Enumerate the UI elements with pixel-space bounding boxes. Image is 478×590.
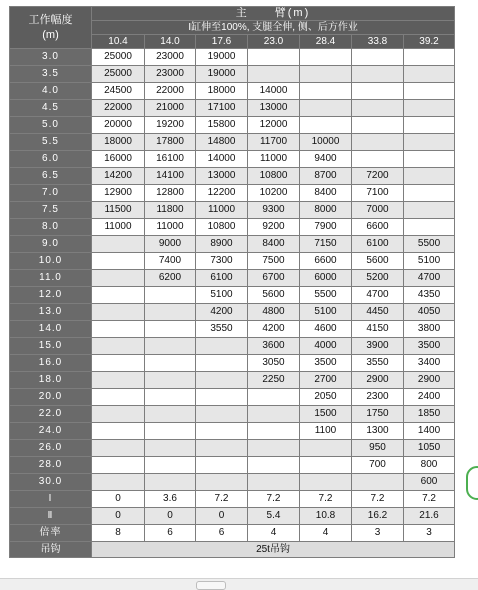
table-row <box>10 406 455 423</box>
load-cell: 2300 <box>352 389 404 406</box>
row-label: 14.0 <box>10 321 92 338</box>
boom-length-header: 39.2 <box>404 35 455 49</box>
row-label: 15.0 <box>10 338 92 355</box>
load-cell: 19200 <box>145 117 196 134</box>
load-cell: 7900 <box>300 219 352 236</box>
load-cell: 16100 <box>145 151 196 168</box>
row-label: 22.0 <box>10 406 92 423</box>
load-cell: 15800 <box>196 117 248 134</box>
load-cell: 8700 <box>300 168 352 185</box>
row-label: 11.0 <box>10 270 92 287</box>
load-cell <box>196 372 248 389</box>
load-cell: 3500 <box>300 355 352 372</box>
boom-length-header: 33.8 <box>352 35 404 49</box>
table-row <box>10 236 455 253</box>
load-cell: 11700 <box>248 134 300 151</box>
load-cell <box>352 134 404 151</box>
load-cell: 6000 <box>300 270 352 287</box>
load-cell: 9400 <box>300 151 352 168</box>
load-cell <box>352 474 404 491</box>
load-cell: 16000 <box>92 151 145 168</box>
load-cell: 4800 <box>248 304 300 321</box>
load-cell: 7200 <box>352 168 404 185</box>
load-cell <box>92 372 145 389</box>
load-cell <box>92 355 145 372</box>
row-label: 4.5 <box>10 100 92 117</box>
load-cell: 10.8 <box>300 508 352 525</box>
hook-value: 25t吊钩 <box>92 542 455 558</box>
load-cell: 5500 <box>404 236 455 253</box>
load-cell: 6100 <box>352 236 404 253</box>
load-cell <box>92 406 145 423</box>
load-cell: 14000 <box>196 151 248 168</box>
boom-length-header: 10.4 <box>92 35 145 49</box>
load-cell <box>300 440 352 457</box>
load-cell <box>92 457 145 474</box>
boom-header: 主 臂(m) <box>92 7 455 21</box>
load-cell: 8400 <box>300 185 352 202</box>
load-cell <box>300 474 352 491</box>
row-label: 3.5 <box>10 66 92 83</box>
load-cell: 3050 <box>248 355 300 372</box>
load-cell: 6 <box>145 525 196 542</box>
load-cell: 5100 <box>300 304 352 321</box>
load-cell: 25000 <box>92 66 145 83</box>
load-cell: 2900 <box>404 372 455 389</box>
load-cell: 11000 <box>145 219 196 236</box>
load-cell <box>404 83 455 100</box>
operating-condition: Ⅰ缸伸至100%, 支腿全伸, 侧、后方作业 <box>92 21 455 35</box>
load-cell: 10200 <box>248 185 300 202</box>
load-cell: 7500 <box>248 253 300 270</box>
load-cell: 11000 <box>248 151 300 168</box>
row-label: 5.0 <box>10 117 92 134</box>
load-cell: 21000 <box>145 100 196 117</box>
load-cell <box>196 389 248 406</box>
load-cell <box>300 117 352 134</box>
load-cell: 5200 <box>352 270 404 287</box>
load-cell: 10800 <box>248 168 300 185</box>
load-cell: 4200 <box>248 321 300 338</box>
load-cell: 3.6 <box>145 491 196 508</box>
table-row <box>10 66 455 83</box>
load-cell: 1100 <box>300 423 352 440</box>
row-label: 10.0 <box>10 253 92 270</box>
table-row <box>10 287 455 304</box>
load-cell <box>145 474 196 491</box>
load-cell: 17800 <box>145 134 196 151</box>
row-label: Ⅱ <box>10 508 92 525</box>
row-label: 24.0 <box>10 423 92 440</box>
load-cell <box>92 474 145 491</box>
load-cell: 9300 <box>248 202 300 219</box>
load-cell <box>248 389 300 406</box>
load-cell <box>92 338 145 355</box>
load-cell <box>248 457 300 474</box>
load-cell: 3900 <box>352 338 404 355</box>
load-cell <box>92 236 145 253</box>
load-cell <box>404 202 455 219</box>
load-cell: 8900 <box>196 236 248 253</box>
row-label: Ⅰ <box>10 491 92 508</box>
load-cell <box>145 355 196 372</box>
row-label: 7.5 <box>10 202 92 219</box>
load-cell <box>145 440 196 457</box>
load-cell: 6100 <box>196 270 248 287</box>
load-cell <box>196 406 248 423</box>
load-cell: 3600 <box>248 338 300 355</box>
load-cell: 6600 <box>352 219 404 236</box>
load-cell: 6 <box>196 525 248 542</box>
table-row <box>10 457 455 474</box>
load-cell <box>404 49 455 66</box>
load-cell <box>145 287 196 304</box>
load-cell: 23000 <box>145 49 196 66</box>
boom-length-header: 14.0 <box>145 35 196 49</box>
load-cell: 3500 <box>404 338 455 355</box>
load-cell: 8 <box>92 525 145 542</box>
load-cell <box>92 389 145 406</box>
table-row <box>10 253 455 270</box>
load-cell <box>145 406 196 423</box>
load-cell: 7.2 <box>404 491 455 508</box>
load-cell <box>352 66 404 83</box>
load-cell <box>404 134 455 151</box>
load-cell: 6200 <box>145 270 196 287</box>
load-cell <box>196 423 248 440</box>
load-cell: 5600 <box>352 253 404 270</box>
load-cell: 24500 <box>92 83 145 100</box>
load-cell <box>248 423 300 440</box>
load-cell: 7300 <box>196 253 248 270</box>
load-cell <box>92 321 145 338</box>
load-cell: 4200 <box>196 304 248 321</box>
table-row <box>10 525 455 542</box>
row-label: 8.0 <box>10 219 92 236</box>
load-cell <box>92 304 145 321</box>
load-cell: 7.2 <box>300 491 352 508</box>
load-cell <box>145 338 196 355</box>
load-cell: 4 <box>300 525 352 542</box>
load-cell: 8000 <box>300 202 352 219</box>
load-cell: 4350 <box>404 287 455 304</box>
load-cell <box>300 100 352 117</box>
load-cell <box>196 338 248 355</box>
load-cell <box>300 49 352 66</box>
load-cell <box>92 270 145 287</box>
row-label: 6.5 <box>10 168 92 185</box>
load-cell: 1300 <box>352 423 404 440</box>
radius-header: 工作幅度 (m) <box>10 7 92 49</box>
load-cell: 4 <box>248 525 300 542</box>
load-cell: 4000 <box>300 338 352 355</box>
load-cell: 4050 <box>404 304 455 321</box>
row-label: 12.0 <box>10 287 92 304</box>
load-cell: 25000 <box>92 49 145 66</box>
load-cell: 6600 <box>300 253 352 270</box>
row-label: 30.0 <box>10 474 92 491</box>
table-row <box>10 270 455 287</box>
load-cell: 7100 <box>352 185 404 202</box>
load-cell: 19000 <box>196 66 248 83</box>
row-label: 26.0 <box>10 440 92 457</box>
load-cell: 11500 <box>92 202 145 219</box>
load-cell <box>352 117 404 134</box>
row-label: 6.0 <box>10 151 92 168</box>
table-row <box>10 474 455 491</box>
load-cell: 7150 <box>300 236 352 253</box>
boom-length-header: 17.6 <box>196 35 248 49</box>
load-cell <box>300 83 352 100</box>
table-row <box>10 508 455 525</box>
load-cell <box>352 100 404 117</box>
load-cell: 7000 <box>352 202 404 219</box>
load-cell: 4700 <box>352 287 404 304</box>
row-label: 16.0 <box>10 355 92 372</box>
load-cell: 3 <box>404 525 455 542</box>
load-cell: 5100 <box>196 287 248 304</box>
load-cell: 21.6 <box>404 508 455 525</box>
load-cell <box>352 83 404 100</box>
load-cell <box>404 185 455 202</box>
load-cell: 4450 <box>352 304 404 321</box>
load-cell <box>145 304 196 321</box>
load-cell: 2250 <box>248 372 300 389</box>
load-cell: 12200 <box>196 185 248 202</box>
load-cell: 8400 <box>248 236 300 253</box>
load-cell: 12000 <box>248 117 300 134</box>
table-row <box>10 338 455 355</box>
load-cell: 3550 <box>196 321 248 338</box>
load-cell: 950 <box>352 440 404 457</box>
row-label: 倍率 <box>10 525 92 542</box>
load-cell <box>300 457 352 474</box>
load-cell <box>404 100 455 117</box>
row-label: 4.0 <box>10 83 92 100</box>
load-cell <box>92 287 145 304</box>
row-label: 3.0 <box>10 49 92 66</box>
load-cell: 2700 <box>300 372 352 389</box>
load-cell: 4150 <box>352 321 404 338</box>
load-cell: 13000 <box>196 168 248 185</box>
load-cell <box>404 219 455 236</box>
load-cell: 7.2 <box>352 491 404 508</box>
load-cell <box>248 66 300 83</box>
load-cell: 10800 <box>196 219 248 236</box>
row-label: 18.0 <box>10 372 92 389</box>
load-cell: 14100 <box>145 168 196 185</box>
load-cell: 2900 <box>352 372 404 389</box>
table-row <box>10 202 455 219</box>
load-chart-table <box>9 6 455 558</box>
boom-length-header: 28.4 <box>300 35 352 49</box>
hook-label: 吊钩 <box>10 542 92 558</box>
table-row <box>10 440 455 457</box>
load-cell <box>145 372 196 389</box>
load-cell: 5100 <box>404 253 455 270</box>
load-cell: 20000 <box>92 117 145 134</box>
load-cell: 1750 <box>352 406 404 423</box>
load-cell: 12800 <box>145 185 196 202</box>
load-cell: 1500 <box>300 406 352 423</box>
load-cell <box>92 423 145 440</box>
table-row <box>10 423 455 440</box>
load-cell: 2400 <box>404 389 455 406</box>
load-cell: 3550 <box>352 355 404 372</box>
load-cell: 0 <box>196 508 248 525</box>
load-cell <box>248 474 300 491</box>
boom-length-header: 23.0 <box>248 35 300 49</box>
load-cell: 13000 <box>248 100 300 117</box>
load-cell <box>404 168 455 185</box>
load-cell: 18000 <box>196 83 248 100</box>
load-cell: 0 <box>92 491 145 508</box>
row-label: 7.0 <box>10 185 92 202</box>
load-cell: 3400 <box>404 355 455 372</box>
load-cell: 14800 <box>196 134 248 151</box>
load-cell <box>248 440 300 457</box>
table-row <box>10 321 455 338</box>
load-cell: 1850 <box>404 406 455 423</box>
load-cell <box>145 321 196 338</box>
table-row <box>10 83 455 100</box>
load-chart-sheet <box>9 6 454 560</box>
load-cell: 4700 <box>404 270 455 287</box>
load-cell: 600 <box>404 474 455 491</box>
load-cell <box>196 355 248 372</box>
load-cell: 22000 <box>92 100 145 117</box>
load-cell: 9000 <box>145 236 196 253</box>
load-cell: 11000 <box>92 219 145 236</box>
load-cell: 0 <box>145 508 196 525</box>
load-cell: 22000 <box>145 83 196 100</box>
table-row <box>10 117 455 134</box>
table-row <box>10 372 455 389</box>
load-cell: 10000 <box>300 134 352 151</box>
load-cell <box>300 66 352 83</box>
side-float-button[interactable] <box>466 466 478 500</box>
load-cell <box>92 253 145 270</box>
load-cell <box>145 423 196 440</box>
load-cell: 11000 <box>196 202 248 219</box>
row-label: 20.0 <box>10 389 92 406</box>
table-row <box>10 151 455 168</box>
load-cell: 23000 <box>145 66 196 83</box>
table-row <box>10 304 455 321</box>
bottom-bar <box>0 578 478 590</box>
load-cell <box>404 117 455 134</box>
load-cell: 14000 <box>248 83 300 100</box>
load-cell: 5.4 <box>248 508 300 525</box>
load-cell <box>404 151 455 168</box>
row-label: 5.5 <box>10 134 92 151</box>
load-cell <box>352 49 404 66</box>
load-cell: 800 <box>404 457 455 474</box>
row-label: 9.0 <box>10 236 92 253</box>
load-cell: 17100 <box>196 100 248 117</box>
load-cell <box>196 440 248 457</box>
load-cell <box>196 457 248 474</box>
table-row <box>10 168 455 185</box>
load-cell: 7.2 <box>248 491 300 508</box>
load-cell: 9200 <box>248 219 300 236</box>
load-cell <box>196 474 248 491</box>
load-cell: 4600 <box>300 321 352 338</box>
load-cell: 0 <box>92 508 145 525</box>
load-cell <box>145 457 196 474</box>
load-cell: 14200 <box>92 168 145 185</box>
table-row <box>10 219 455 236</box>
load-cell <box>248 406 300 423</box>
load-cell <box>92 440 145 457</box>
load-cell <box>352 151 404 168</box>
load-cell: 5600 <box>248 287 300 304</box>
load-cell: 5500 <box>300 287 352 304</box>
load-cell: 3 <box>352 525 404 542</box>
table-row <box>10 185 455 202</box>
load-cell: 18000 <box>92 134 145 151</box>
hook-row <box>10 542 455 558</box>
load-cell: 700 <box>352 457 404 474</box>
table-row <box>10 134 455 151</box>
load-cell: 3800 <box>404 321 455 338</box>
load-cell: 6700 <box>248 270 300 287</box>
table-row <box>10 389 455 406</box>
table-row <box>10 355 455 372</box>
row-label: 28.0 <box>10 457 92 474</box>
load-cell: 1050 <box>404 440 455 457</box>
load-cell <box>145 389 196 406</box>
load-cell: 16.2 <box>352 508 404 525</box>
table-row <box>10 100 455 117</box>
load-cell: 12900 <box>92 185 145 202</box>
load-cell: 1400 <box>404 423 455 440</box>
load-cell: 19000 <box>196 49 248 66</box>
row-label: 13.0 <box>10 304 92 321</box>
load-cell: 2050 <box>300 389 352 406</box>
load-cell <box>404 66 455 83</box>
table-row <box>10 49 455 66</box>
load-cell: 11800 <box>145 202 196 219</box>
load-cell: 7.2 <box>196 491 248 508</box>
load-cell <box>248 49 300 66</box>
load-cell: 7400 <box>145 253 196 270</box>
table-row <box>10 491 455 508</box>
